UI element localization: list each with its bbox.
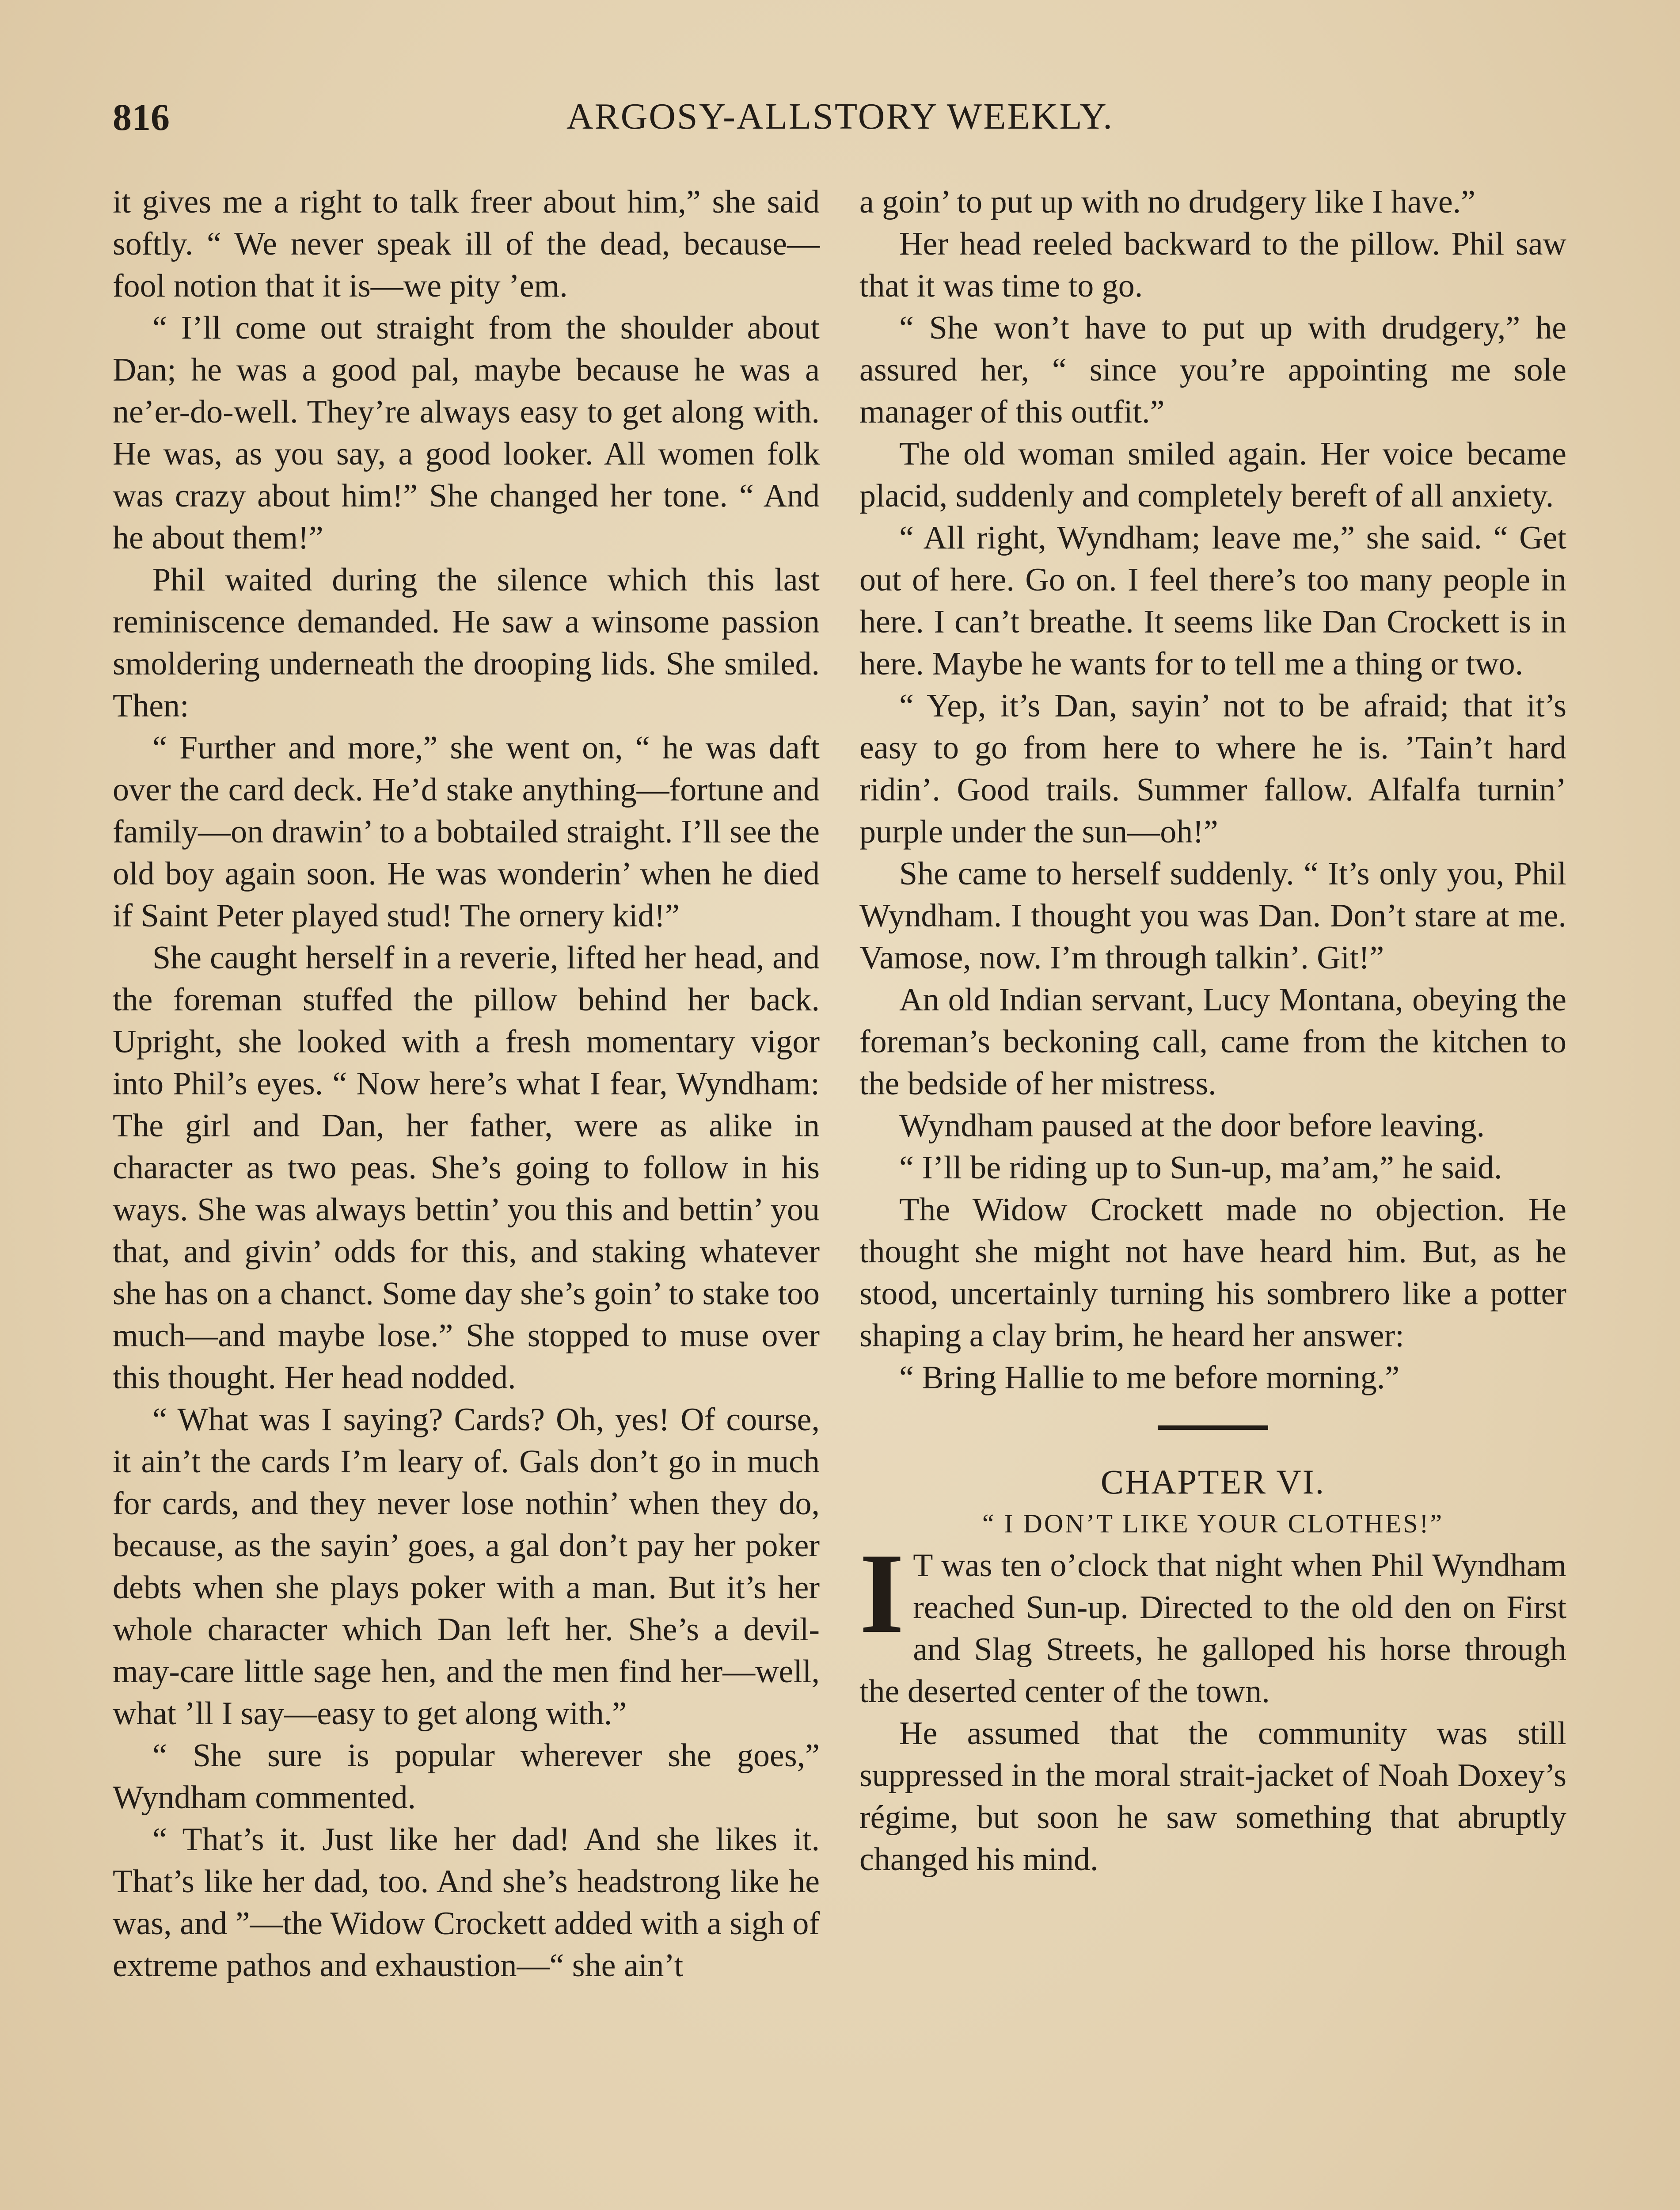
paragraph: The Widow Crockett made no objection. He thought she might not have heard him. But, as he stood, uncertainly turning his sombrero like a potter shaping a clay brim, he heard her answer:: [859, 1192, 1566, 1354]
page-number: 816: [113, 96, 170, 138]
paragraph: “ Bring Hallie to me before morning.”: [899, 1360, 1400, 1396]
paragraph: “ That’s it. Just like her dad! And she likes it. That’s like her dad, too. And she’s headstrong like he was, and ”—the Widow Crockett added with a sigh of extreme pathos and exhaustion—“ she ain’t: [113, 1821, 820, 1984]
chapter-first-paragraph: [859, 1530, 1566, 1713]
paragraph: She caught herself in a reverie, lifted her head, and the foreman stuffed the pillow behind her back. Upright, she looked with a fresh momentary vigor into Phil’s eyes. “ Now here’s what I fear, Wyndham: The girl and Dan, her father, were as alike in character as two peas. She’s going to follow in his ways. She was always bettin’ you this and bettin’ you that, and givin’ odds for this, and staking whatever she has on a chanct. Some day she’s goin’ to stake too much—and maybe lose.” She stopped to muse over this thought. Her head nodded.: [113, 940, 820, 1396]
paragraph: “ Further and more,” she went on, “ he was daft over the card deck. He’d stake anything—fortune and family—on drawin’ to a bobtailed straight. I’ll see the old boy again soon. He was wonderin’ when he died if Saint Peter played stud! The ornery kid!”: [113, 730, 820, 934]
paragraph: She came to herself suddenly. “ It’s only you, Phil Wyndham. I thought you was Dan. Don’t stare at me. Vamose, now. I’m through talkin’. Git!”: [859, 856, 1566, 976]
paragraph: “ What was I saying? Cards? Oh, yes! Of course, it ain’t the cards I’m leary of. Gals don’t go in much for cards, and they never lose nothin’ when they do, because, as the sayin’ goes, a gal don’t pay her poker debts when she plays poker with a man. But it’s her whole character which Dan left her. She’s a devil-may-care little sage hen, and the men find her—well, what ’ll I say—easy to get along with.”: [113, 1402, 820, 1732]
paragraph: Her head reeled backward to the pillow. Phil saw that it was time to go.: [859, 226, 1566, 304]
paragraph: a goin’ to put up with no drudgery like I have.”: [859, 184, 1476, 220]
paragraph: “ I’ll be riding up to Sun-up, ma’am,” he said.: [899, 1150, 1502, 1186]
paragraph: An old Indian servant, Lucy Montana, obeying the foreman’s beckoning call, came from the kitchen to the bedside of her mistress.: [859, 982, 1566, 1102]
right-column: [859, 181, 1566, 1881]
drop-cap: I: [859, 1530, 905, 1657]
paragraph: it gives me a right to talk freer about him,” she said softly. “ We never speak ill of the dead, because—fool notion that it is—we pity ’em.: [113, 184, 820, 304]
paragraph: “ She sure is popular wherever she goes,” Wyndham commented.: [113, 1738, 820, 1816]
paragraph-text: T was ten o’clock that night when Phil Wyndham reached Sun-up. Directed to the old den on First and Slag Streets, he galloped his horse through the deserted center of the town.: [859, 1547, 1566, 1710]
chapter-title: “ I DON’T LIKE YOUR CLOTHES!”: [982, 1509, 1444, 1538]
paragraph: “ All right, Wyndham; leave me,” she said. “ Get out of here. Go on. I feel there’s too many people in here. I can’t breathe. It seems like Dan Crockett is in here. Maybe he wants for to tell me a thing or two.: [859, 520, 1566, 682]
paragraph: “ Yep, it’s Dan, sayin’ not to be afraid; that it’s easy to go from here to where he is. ’Tain’t hard ridin’. Good trails. Summer fallow. Alfalfa turnin’ purple under the sun—oh!”: [859, 688, 1566, 850]
paragraph: “ I’ll come out straight from the shoulder about Dan; he was a good pal, maybe because he was a ne’er-do-well. They’re always easy to get along with. He was, as you say, a good looker. All women folk was crazy about him!” She changed her tone. “ And he about them!”: [113, 310, 820, 556]
running-head: ARGOSY-ALLSTORY WEEKLY.: [566, 96, 1114, 137]
paragraph: He assumed that the community was still suppressed in the moral strait-jacket of Noah Doxey’s régime, but soon he saw something that abruptly changed his mind.: [859, 1715, 1566, 1878]
paragraph: Wyndham paused at the door before leaving.: [899, 1108, 1485, 1144]
section-divider: [1158, 1425, 1268, 1430]
left-column: [113, 181, 820, 1987]
paragraph: The old woman smiled again. Her voice became placid, suddenly and completely bereft of all anxiety.: [859, 436, 1566, 514]
paragraph: “ She won’t have to put up with drudgery,” he assured her, “ since you’re appointing me sole manager of this outfit.”: [859, 310, 1566, 430]
chapter-heading: CHAPTER VI.: [1100, 1463, 1326, 1501]
paragraph: Phil waited during the silence which this last reminiscence demanded. He saw a winsome passion smoldering underneath the drooping lids. She smiled. Then:: [113, 562, 820, 724]
page-header: [113, 95, 1567, 148]
